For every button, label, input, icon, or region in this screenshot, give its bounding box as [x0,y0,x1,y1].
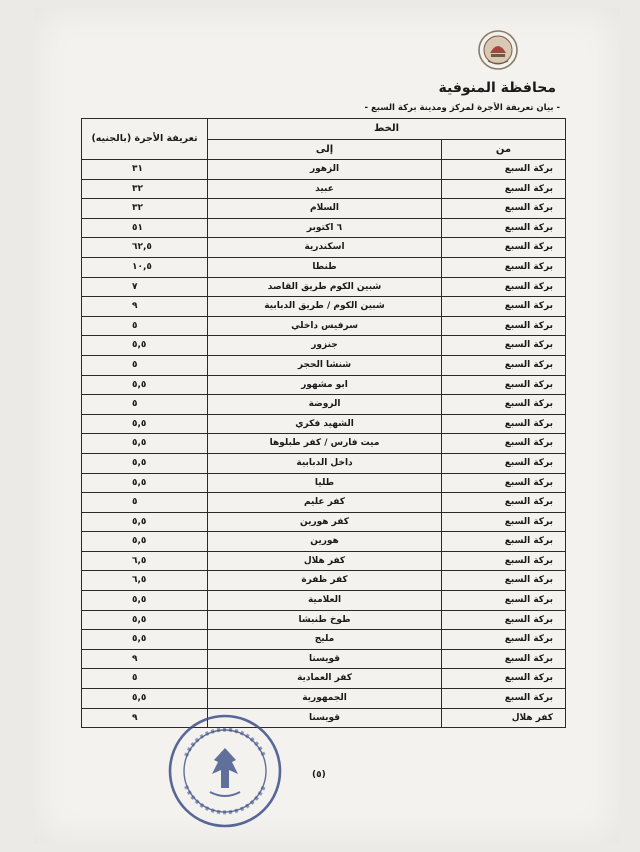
from-cell: بركة السبع [442,669,566,689]
table-row [82,395,566,415]
from-cell: بركة السبع [442,591,566,611]
from-cell: بركة السبع [442,277,566,297]
from-header: من [442,140,566,160]
fare-cell: ٥,٥ [82,453,208,473]
fare-cell: ٥,٥ [82,336,208,356]
to-cell: الشهيد فكري [208,414,442,434]
fare-cell: ٣١ [82,160,208,180]
fare-cell: ٥١ [82,218,208,238]
fare-cell: ٥,٥ [82,375,208,395]
from-cell: بركة السبع [442,199,566,219]
to-cell: ٦ اكتوبر [208,218,442,238]
from-cell: بركة السبع [442,689,566,709]
to-cell: شبين الكوم طريق القاصد [208,277,442,297]
to-cell: طنطا [208,257,442,277]
fare-cell: ٦٢,٥ [82,238,208,258]
from-cell: بركة السبع [442,336,566,356]
to-cell: سرفيس داخلي [208,316,442,336]
fare-cell: ٥,٥ [82,473,208,493]
fare-cell: ٥ [82,395,208,415]
fare-cell: ٩ [82,708,208,728]
to-cell: هورين [208,532,442,552]
fare-cell: ٥ [82,316,208,336]
fare-cell: ٥ [82,493,208,513]
from-cell: بركة السبع [442,355,566,375]
table-row [82,355,566,375]
fare-table [81,118,566,728]
to-cell: طوخ طنبشا [208,610,442,630]
to-cell: كفر هورين [208,512,442,532]
fare-cell: ٥,٥ [82,414,208,434]
fare-cell: ٦,٥ [82,551,208,571]
table-row [82,591,566,611]
table-row [82,610,566,630]
from-cell: بركة السبع [442,453,566,473]
line-header: الخط [208,119,566,140]
fare-cell: ٣٢ [82,179,208,199]
from-cell: بركة السبع [442,395,566,415]
to-cell: الجمهورية [208,689,442,709]
to-cell: اسكندرية [208,238,442,258]
fare-cell: ١٠,٥ [82,257,208,277]
to-header: إلى [208,140,442,160]
table-row [82,532,566,552]
to-cell: طليا [208,473,442,493]
fare-cell: ٩ [82,649,208,669]
from-cell: بركة السبع [442,630,566,650]
document-subtitle: - بيان تعريفة الأجرة لمركز ومدينة بركة السبع - [364,103,560,113]
fare-cell: ٣٢ [82,199,208,219]
fare-cell: ٥ [82,355,208,375]
table-row [82,238,566,258]
fare-cell: ٩ [82,297,208,317]
to-cell: شبين الكوم / طريق الدبابية [208,297,442,317]
table-row [82,708,566,728]
to-cell: عبيد [208,179,442,199]
to-cell: كفر ظفرة [208,571,442,591]
fare-cell: ٥,٥ [82,591,208,611]
table-row [82,179,566,199]
to-cell: جنزور [208,336,442,356]
from-cell: بركة السبع [442,257,566,277]
fare-cell: ٥,٥ [82,630,208,650]
fare-rows [82,160,566,728]
table-row [82,493,566,513]
fare-cell: ٥,٥ [82,434,208,454]
to-cell: كفر هلال [208,551,442,571]
from-cell: بركة السبع [442,414,566,434]
table-row [82,551,566,571]
fare-cell: ٥,٥ [82,610,208,630]
fare-cell: ٥ [82,669,208,689]
table-row [82,297,566,317]
table-row [82,257,566,277]
to-cell: ابو مشهور [208,375,442,395]
table-row [82,375,566,395]
to-cell: قويسنا [208,708,442,728]
from-cell: بركة السبع [442,218,566,238]
from-cell: بركة السبع [442,316,566,336]
to-cell: ميت فارس / كفر طبلوها [208,434,442,454]
from-cell: بركة السبع [442,297,566,317]
from-cell: بركة السبع [442,375,566,395]
table-row [82,218,566,238]
table-row [82,316,566,336]
to-cell: داخل الدبابية [208,453,442,473]
from-cell: بركة السبع [442,473,566,493]
fare-cell: ٥,٥ [82,689,208,709]
from-cell: بركة السبع [442,610,566,630]
table-row [82,512,566,532]
table-row [82,434,566,454]
fare-cell: ٥,٥ [82,532,208,552]
table-row [82,571,566,591]
to-cell: العلامية [208,591,442,611]
to-cell: الزهور [208,160,442,180]
page-number: (٥) [312,770,326,780]
table-row [82,277,566,297]
from-cell: بركة السبع [442,238,566,258]
from-cell: بركة السبع [442,649,566,669]
from-cell: بركة السبع [442,512,566,532]
governorate-title: محافظة المنوفية [438,80,556,96]
table-row [82,630,566,650]
fare-cell: ٥,٥ [82,512,208,532]
fare-header: تعريفة الأجرة (بالجنيه) [82,119,208,160]
table-row [82,453,566,473]
from-cell: بركة السبع [442,434,566,454]
table-row [82,669,566,689]
to-cell: السلام [208,199,442,219]
table-row [82,649,566,669]
to-cell: شنشا الحجر [208,355,442,375]
from-cell: كفر هلال [442,708,566,728]
from-cell: بركة السبع [442,551,566,571]
table-row [82,689,566,709]
table-row [82,336,566,356]
official-seal [166,712,284,830]
to-cell: مليج [208,630,442,650]
to-cell: كفر عليم [208,493,442,513]
to-cell: الروضة [208,395,442,415]
table-row [82,414,566,434]
table-row [82,473,566,493]
governorate-logo [476,28,520,72]
from-cell: بركة السبع [442,160,566,180]
fare-cell: ٧ [82,277,208,297]
table-row [82,160,566,180]
table-row [82,199,566,219]
from-cell: بركة السبع [442,179,566,199]
fare-cell: ٦,٥ [82,571,208,591]
from-cell: بركة السبع [442,493,566,513]
to-cell: قويسنا [208,649,442,669]
from-cell: بركة السبع [442,532,566,552]
from-cell: بركة السبع [442,571,566,591]
to-cell: كفر العمادية [208,669,442,689]
